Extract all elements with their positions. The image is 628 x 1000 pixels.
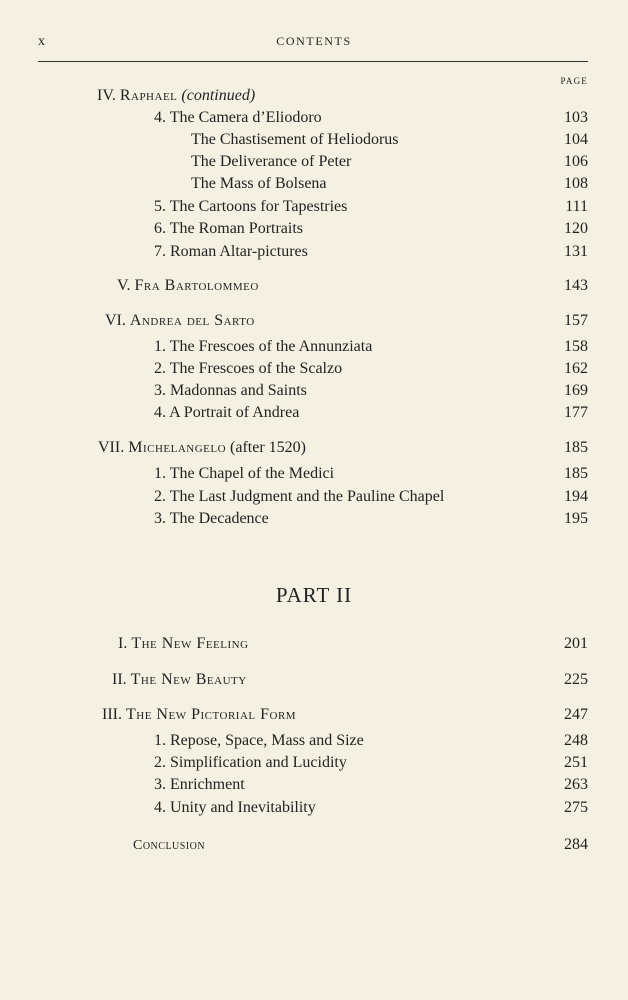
chapter-numeral: I. (118, 635, 128, 652)
toc-page-number: 263 (564, 776, 588, 793)
chapter-iv-heading (97, 87, 255, 105)
toc-entry: 4. The Camera d’Eliodoro (154, 109, 322, 126)
chapter-title: The New Pictorial Form (125, 706, 297, 723)
toc-entry: 4. A Portrait of Andrea (154, 404, 300, 421)
toc-page-number: 275 (564, 799, 588, 816)
toc-page-number: 185 (564, 465, 588, 482)
toc-entry: 6. The Roman Portraits (154, 220, 304, 237)
chapter-title: Raphael (119, 87, 178, 104)
toc-page-number: 111 (565, 198, 588, 215)
toc-entry: 5. The Cartoons for Tapestries (154, 198, 348, 215)
chapter-title: The New Feeling (131, 635, 249, 652)
toc-page-number: 284 (564, 836, 588, 853)
page-number: x (38, 34, 45, 49)
toc-entry: 4. Unity and Inevitability (154, 799, 316, 816)
toc-page-number: 251 (564, 754, 588, 771)
chapter-numeral: VII. (98, 439, 125, 456)
header-rule (38, 61, 588, 62)
chapter-vi-heading (105, 312, 255, 330)
toc-page-number: 157 (564, 312, 588, 329)
chapter-title: Andrea del Sarto (129, 312, 255, 329)
toc-entry: 3. Madonnas and Saints (154, 382, 307, 399)
conclusion-heading: Conclusion (133, 838, 206, 853)
toc-page-number: 162 (564, 360, 588, 377)
chapter-title: The New Beauty (130, 671, 247, 688)
toc-page-number: 108 (564, 175, 588, 192)
chapter-v-heading (117, 277, 259, 295)
toc-page-number: 143 (564, 277, 588, 294)
part2-chapter-ii-heading (112, 671, 247, 689)
chapter-numeral: VI. (105, 312, 126, 329)
part2-chapter-iii-heading (102, 706, 296, 724)
toc-entry: 3. Enrichment (154, 776, 245, 793)
toc-page-number: 120 (564, 220, 588, 237)
toc-page-number: 158 (564, 338, 588, 355)
toc-page-number: 169 (564, 382, 588, 399)
toc-subentry: The Deliverance of Peter (191, 153, 352, 170)
page-column-label: PAGE (560, 76, 588, 86)
toc-page-number: 225 (564, 671, 588, 688)
toc-page-number: 201 (564, 635, 588, 652)
chapter-numeral: V. (117, 277, 131, 294)
chapter-numeral: IV. (97, 87, 116, 104)
toc-subentry: The Chastisement of Heliodorus (191, 131, 399, 148)
toc-page-number: 103 (564, 109, 588, 126)
part2-chapter-i-heading (118, 635, 249, 653)
toc-page-number: 195 (564, 510, 588, 527)
chapter-title: Michelangelo (128, 439, 227, 456)
chapter-suffix: (after 1520) (230, 439, 307, 456)
toc-entry: 2. The Frescoes of the Scalzo (154, 360, 343, 377)
toc-entry: 2. Simplification and Lucidity (154, 754, 347, 771)
toc-entry: 7. Roman Altar-pictures (154, 243, 308, 260)
running-title: CONTENTS (276, 34, 352, 48)
toc-page-number: 185 (564, 439, 588, 456)
toc-page-number: 131 (564, 243, 588, 260)
chapter-numeral: II. (112, 671, 127, 688)
toc-entry: 3. The Decadence (154, 510, 269, 527)
toc-entry: 1. The Chapel of the Medici (154, 465, 335, 482)
part-heading: PART II (275, 583, 353, 607)
toc-page-number: 177 (564, 404, 588, 421)
toc-entry: 1. Repose, Space, Mass and Size (154, 732, 364, 749)
chapter-suffix: (continued) (181, 87, 256, 104)
toc-subentry: The Mass of Bolsena (191, 175, 327, 192)
chapter-vii-heading (98, 439, 306, 457)
toc-page-number: 104 (564, 131, 588, 148)
toc-page-number: 247 (564, 706, 588, 723)
toc-entry: 2. The Last Judgment and the Pauline Chapel (154, 488, 445, 505)
toc-page-number: 248 (564, 732, 588, 749)
chapter-numeral: III. (102, 706, 122, 723)
toc-page-number: 106 (564, 153, 588, 170)
toc-page-number: 194 (564, 488, 588, 505)
chapter-title: Fra Bartolommeo (134, 277, 259, 294)
toc-entry: 1. The Frescoes of the Annunziata (154, 338, 373, 355)
